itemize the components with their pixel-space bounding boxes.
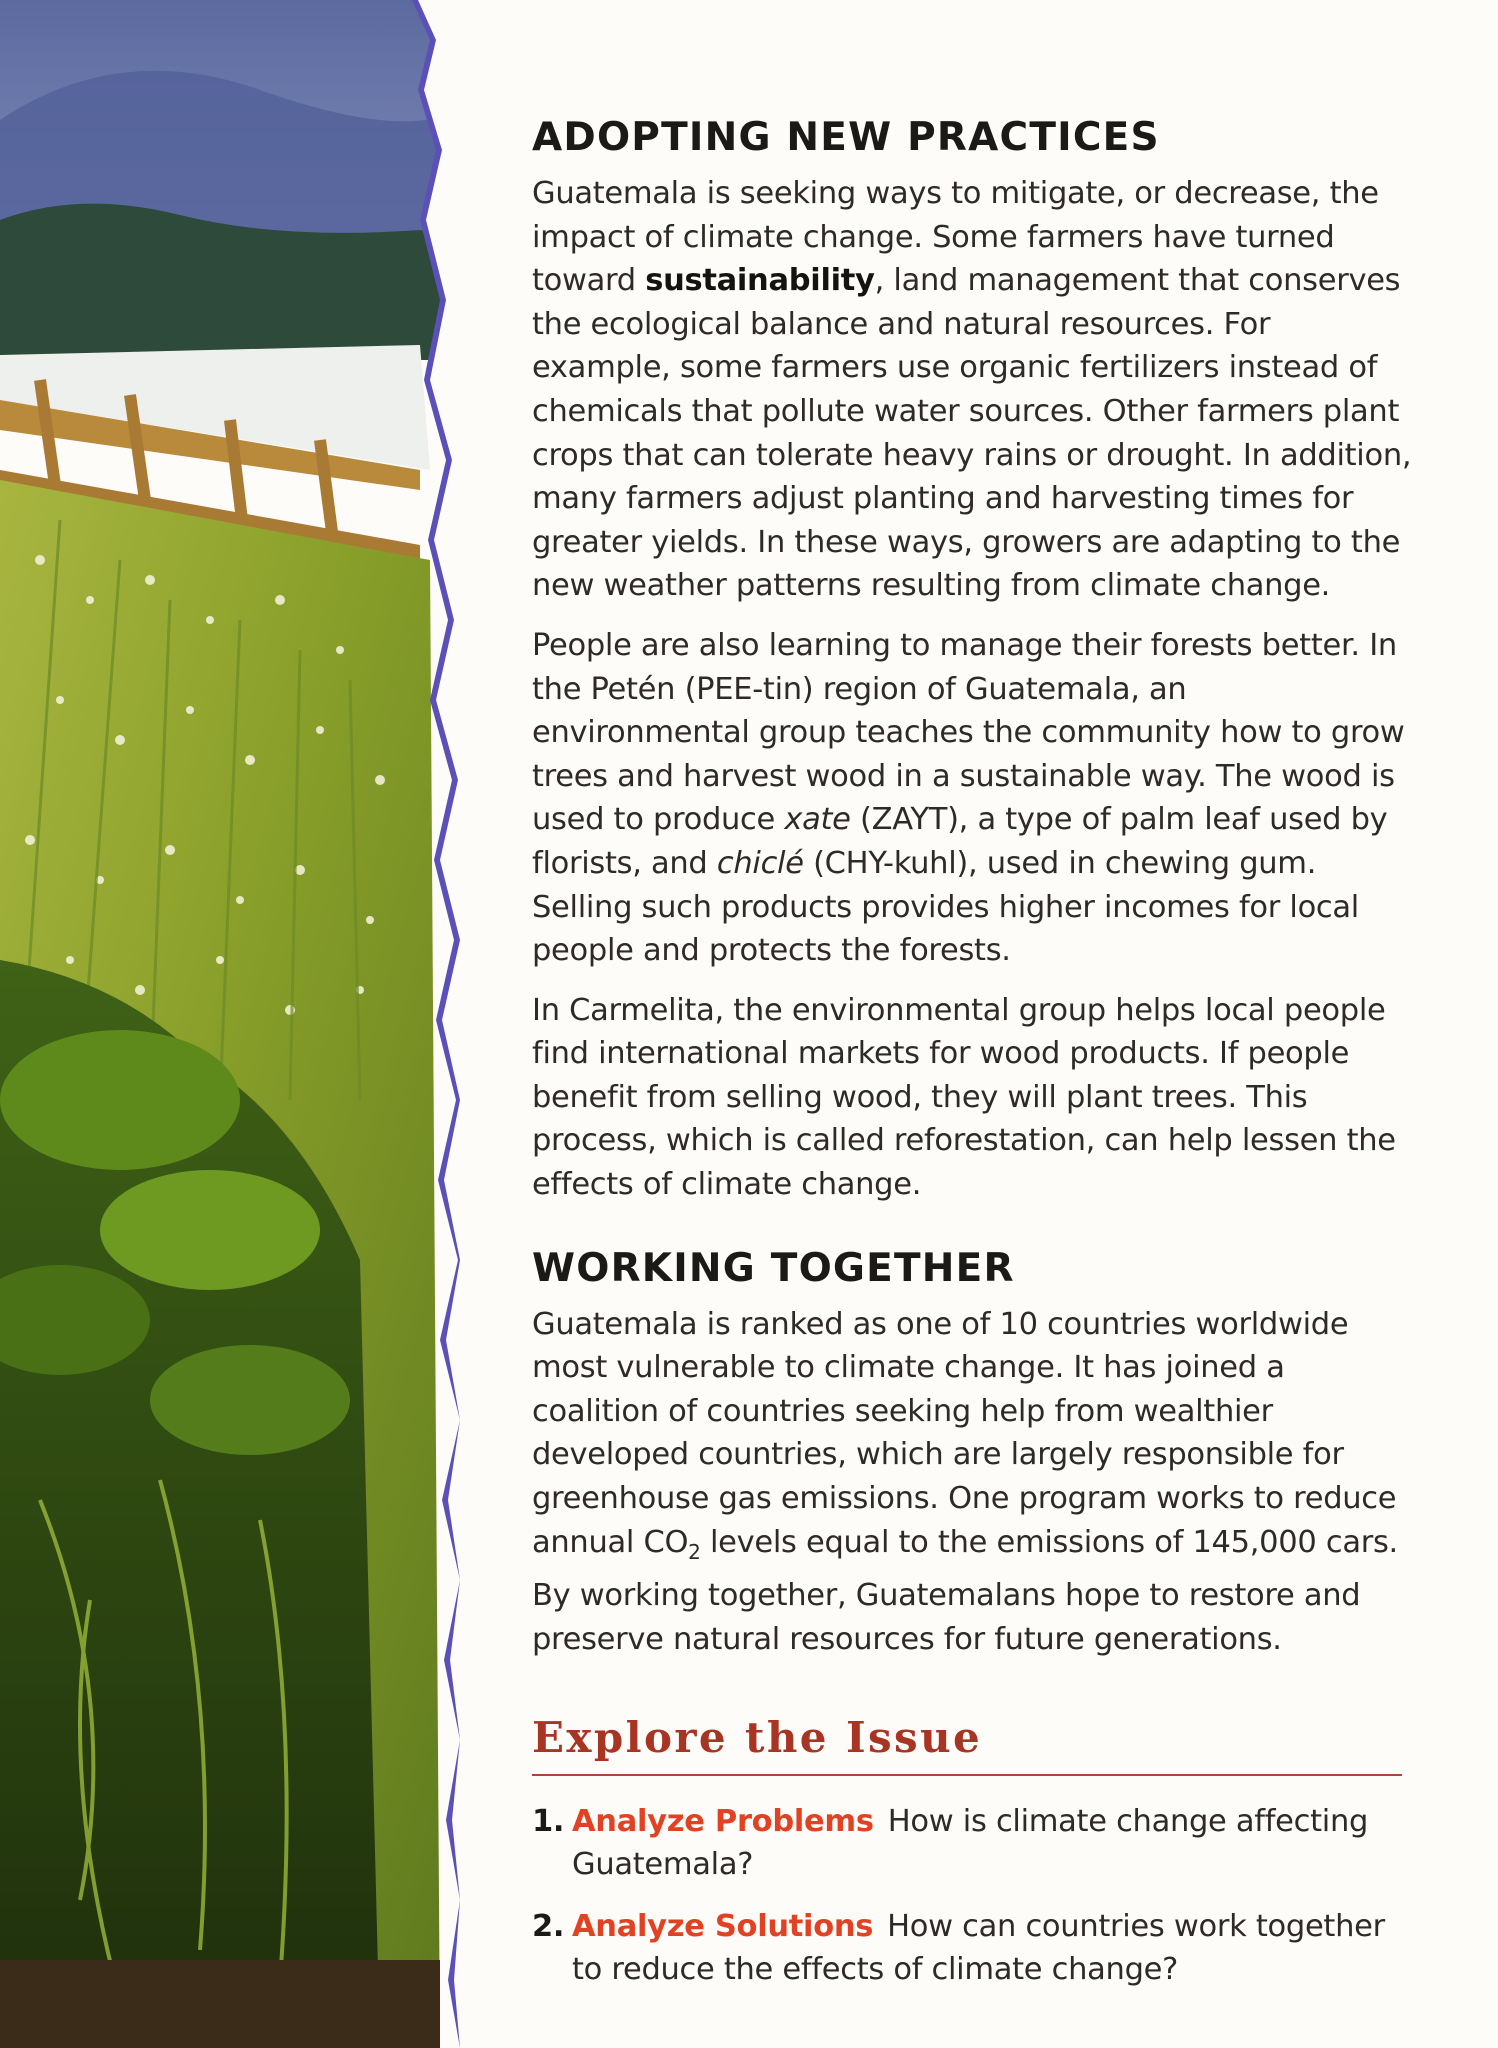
question-item [532,1800,1412,1887]
question-text: How can countries work together to reduce the effects of climate change? [572,1908,1385,1988]
text-run: People are also learning to manage their forests better. In the Petén (PEE-tin) region of Guatemala, an environmental group teaches the community how to grow trees and harvest wood in a sustainable way. The wood is used to produce [532,627,1405,838]
paragraph-sustainability [532,172,1412,608]
question-number: 1. [532,1803,565,1839]
italic-term: xate [784,802,851,838]
text-run: Guatemala is seeking ways to mitigate, or decrease, the impact of climate change. Some farmers have turned toward [532,176,1379,299]
text-run: (CHY-kuhl), used in chewing gum. Selling such products provides higher incomes for local people and protects the forests. [532,845,1359,969]
key-term: sustainability [645,263,875,299]
question-text: How is climate change affecting Guatemala? [572,1803,1369,1883]
text-run: Guatemala is ranked as one of 10 countries worldwide most vulnerable to climate change. It has joined a coalition of countries seeking help from wealthier developed countries, which are largely responsible for greenhouse gas emissions. One program works to reduce annual CO [532,1306,1397,1560]
text-run: , land management that conserves the ecological balance and natural resources. For example, some farmers use organic fertilizers instead of chemicals that pollute water sources. Other farmers plant crops that can tolerate heavy rains or drought. In addition, many farmers adjust planting and harvesting times for greater yields. In these ways, growers are adapting to the new weather patterns resulting from climate change. [532,263,1412,604]
italic-term: chiclé [716,845,804,881]
text-run: (ZAYT), a type of palm leaf used by florists, and [532,802,1388,881]
section-heading-adopting: ADOPTING NEW PRACTICES [532,115,1160,160]
question-label: Analyze Problems [572,1803,874,1839]
section-heading-working: WORKING TOGETHER [532,1245,1015,1291]
explore-title: Explore the Issue [532,1712,983,1762]
question-item [532,1905,1412,1992]
text-run: levels equal to the emissions of 145,000 cars. By working together, Guatemalans hope to restore and preserve natural resources for future generations. [532,1524,1398,1657]
field-photo [0,0,460,2048]
paragraph-working-together [532,1303,1412,1662]
subscript: 2 [688,1539,701,1564]
paragraph-forests [532,624,1412,973]
paragraph-carmelita: In Carmelita, the environmental group helps local people find international markets for wood products. If people benefit from selling wood, they will plant trees. This process, which is called reforestation, can help lessen the effects of climate change. [532,992,1396,1203]
article [532,112,1412,2010]
question-label: Analyze Solutions [572,1908,874,1944]
divider [532,1774,1402,1776]
question-number: 2. [532,1908,565,1944]
